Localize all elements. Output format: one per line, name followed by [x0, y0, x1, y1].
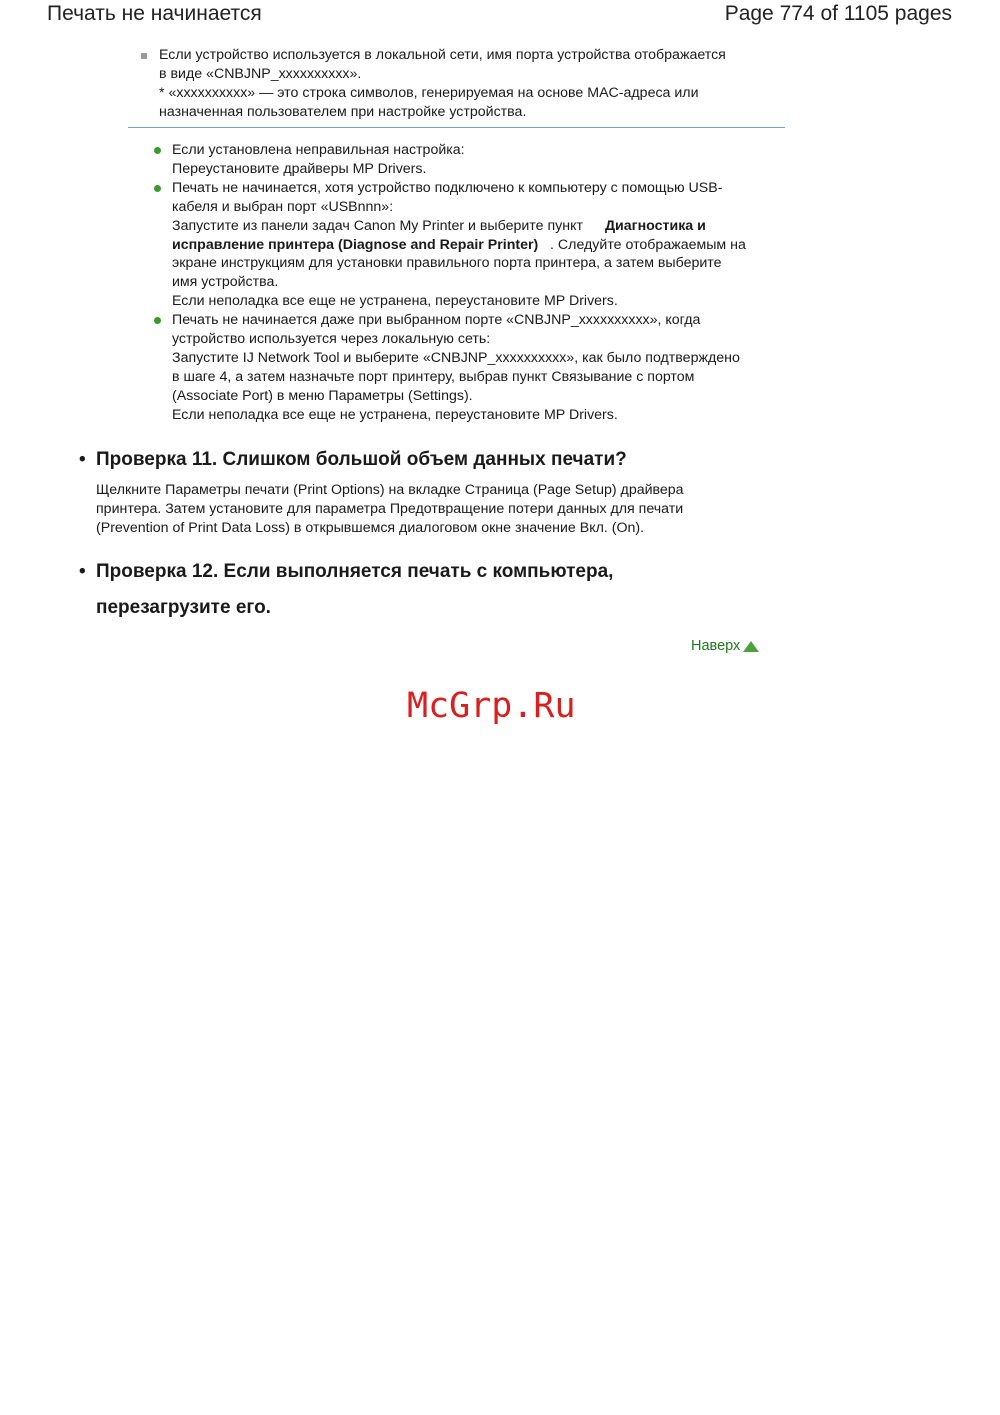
note-line: назначенная пользователем при настройке устройства. — [159, 104, 527, 120]
item-line — [172, 236, 774, 255]
item-line: Запустите IJ Network Tool и выберите «CNBJNP_xxxxxxxxxx», как было подтверждено — [172, 349, 740, 366]
item-text: Запустите из панели задач Canon My Printer и выберите пункт — [172, 217, 583, 234]
item-line: Переустановите драйверы MP Drivers. — [172, 160, 427, 177]
body-line: Щелкните Параметры печати (Print Options) на вкладке Страница (Page Setup) драйвера — [96, 482, 684, 498]
check-11-body — [96, 481, 736, 538]
page-counter: Page 774 of 1105 pages — [724, 2, 952, 25]
bullet: • — [79, 561, 86, 582]
list-item — [154, 141, 774, 179]
item-line: Если установлена неправильная настройка: — [172, 142, 465, 158]
item-line: (Associate Port) в меню Параметры (Settings). — [172, 387, 473, 404]
item-line: Если неполадка все еще не устранена, переустановите MP Drivers. — [172, 406, 618, 423]
item-line: в шаге 4, а затем назначьте порт принтеру, выбрав пункт Связывание с портом — [172, 368, 695, 385]
item-line: экране инструкциям для установки правильного порта принтера, а затем выберите — [172, 255, 722, 272]
note-line: Если устройство используется в локальной сети, имя порта устройства отображается — [159, 47, 726, 63]
menu-item-name: Диагностика и — [604, 217, 706, 234]
page-title: Печать не начинается — [47, 2, 262, 25]
item-line: Если неполадка все еще не устранена, переустановите MP Drivers. — [172, 293, 618, 310]
square-bullet-icon — [141, 53, 147, 59]
back-to-top-label: Наверх — [691, 638, 741, 654]
heading-text: перезагрузите его. — [96, 597, 271, 618]
body-line: (Prevention of Print Data Loss) в открывшемся диалоговом окне значение Вкл. (On). — [96, 520, 645, 536]
note-block — [141, 46, 781, 122]
list-item — [154, 179, 774, 311]
divider — [128, 127, 785, 128]
up-arrow-icon — [743, 641, 759, 652]
heading-text: Проверка 12. Если выполняется печать с компьютера, — [96, 561, 614, 582]
item-line: имя устройства. — [172, 274, 279, 291]
item-line: кабеля и выбран порт «USBnnn»: — [172, 198, 394, 215]
green-bullet-icon — [154, 147, 161, 154]
list-item — [154, 311, 774, 424]
note-line: * «xxxxxxxxxx» — это строка символов, генерируемая на основе MAC-адреса или — [159, 85, 699, 101]
item-text: . Следуйте отображаемым на — [550, 236, 746, 253]
item-line — [172, 217, 774, 236]
menu-item-name: исправление принтера (Diagnose and Repair Printer) — [172, 236, 539, 253]
heading-text: Проверка 11. Слишком большой объем данных печати? — [96, 449, 627, 470]
item-line: Печать не начинается, хотя устройство подключено к компьютеру с помощью USB- — [172, 179, 723, 196]
check-12-heading — [79, 554, 613, 626]
item-line: Печать не начинается даже при выбранном порте «CNBJNP_xxxxxxxxxx», когда — [172, 312, 701, 329]
note-line: в виде «CNBJNP_xxxxxxxxxx». — [159, 66, 362, 82]
bullet: • — [79, 449, 86, 470]
body-line: принтера. Затем установите для параметра Предотвращение потери данных для печати — [96, 501, 684, 517]
green-bullet-icon — [154, 317, 161, 324]
green-bullet-icon — [154, 185, 161, 192]
item-line: устройство используется через локальную сеть: — [172, 331, 491, 348]
watermark: McGrp.Ru — [407, 686, 576, 726]
back-to-top-link[interactable] — [691, 636, 759, 656]
check-11-heading — [79, 442, 627, 478]
troubleshoot-list — [154, 141, 774, 425]
